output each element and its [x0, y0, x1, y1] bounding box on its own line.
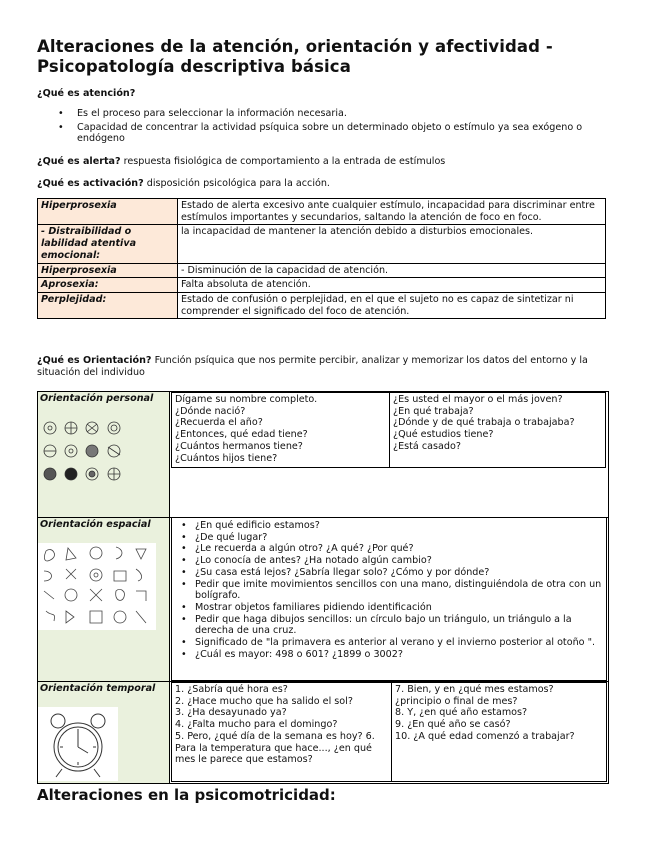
- temporal-questions-box: [171, 682, 607, 782]
- personal-questions-box: [171, 392, 606, 468]
- question-text: 3. ¿Ha desayunado ya?: [175, 707, 287, 719]
- alerta-paragraph: ¿Qué es alerta? respuesta fisiológica de comportamiento a la entrada de estímulos: [37, 156, 446, 167]
- question-text: ¿Está casado?: [393, 440, 461, 452]
- personal-left-cell: [172, 393, 390, 467]
- question-text: ¿Qué estudios tiene?: [393, 429, 494, 441]
- definition-cell: la incapacidad de mantener la atención debido a disturbios emocionales.: [178, 225, 606, 263]
- definition-cell: Falta absoluta de atención.: [178, 278, 606, 293]
- personal-right-cell: [390, 393, 605, 467]
- table-row: [38, 263, 606, 278]
- question-text: 2. ¿Hace mucho que ha salido el sol?: [175, 695, 353, 707]
- alarm-clock-icon: [51, 714, 105, 777]
- table-row: [38, 278, 606, 293]
- atencion-bullets: [58, 108, 598, 147]
- definition-cell: Estado de confusión o perplejidad, en el que el sujeto no es capaz de sintetizar ni comprender el significado del foco de atención.: [178, 292, 606, 318]
- activacion-paragraph: ¿Qué es activación? disposición psicológica para la acción.: [37, 178, 330, 189]
- list-item: • ¿Cuál es mayor: 498 o 601? ¿1899 o 3002?: [175, 649, 603, 661]
- alteraciones-atencion-table: [37, 198, 606, 319]
- list-item: • ¿Le recuerda a algún otro? ¿A qué? ¿Por qué?: [175, 543, 603, 555]
- question-text: 1. ¿Sabría qué hora es?: [175, 684, 288, 695]
- table-row: [38, 292, 606, 318]
- list-item: • ¿Lo conocía de antes? ¿Ha notado algún cambio?: [175, 555, 603, 567]
- term-cell: Hiperprosexia: [38, 199, 178, 225]
- question-text: 9. ¿En qué año se casó?: [395, 719, 511, 731]
- term-cell: Aprosexia:: [38, 278, 178, 293]
- psicomotricidad-heading: Alteraciones en la psicomotricidad:: [37, 786, 336, 804]
- clock-illustration: [38, 707, 118, 781]
- question-text: ¿En qué trabaja?: [393, 405, 474, 417]
- list-item: • Pedir que imite movimientos sencillos con una mano, distinguiéndola de otra con un bolígrafo.: [175, 579, 603, 602]
- espacial-question-list: [175, 520, 603, 660]
- list-item: • Pedir que haga dibujos sencillos: un círculo bajo un triángulo, un triángulo a la derecha de una cruz.: [175, 614, 603, 637]
- question-text: Dígame su nombre completo.: [175, 394, 318, 405]
- term-cell: Perplejidad:: [38, 292, 178, 318]
- definition-cell: Estado de alerta excesivo ante cualquier estímulo, incapacidad para discriminar entre estímulos importantes y secundarios, saltando la atención de foco en foco.: [178, 199, 606, 225]
- list-item: • Capacidad de concentrar la actividad psíquica sobre un determinado objeto o estímulo ya sea exógeno o endógeno: [58, 122, 598, 145]
- question-text: 4. ¿Falta mucho para el domingo?: [175, 719, 338, 731]
- list-item: • Es el proceso para seleccionar la información necesaria.: [58, 108, 598, 120]
- orientacion-espacial-label: Orientación espacial: [40, 519, 151, 530]
- mandala-icon: [44, 422, 120, 480]
- orientacion-personal-label: Orientación personal: [40, 393, 154, 404]
- question-text: ¿Recuerda el año?: [175, 417, 263, 429]
- temporal-left-cell: [172, 683, 392, 781]
- question-text: ¿Es usted el mayor o el más joven?: [393, 394, 563, 405]
- temporal-right-cell: [392, 683, 606, 781]
- question-text: 7. Bien, y en ¿qué mes estamos? ¿principio o final de mes?: [395, 684, 554, 707]
- list-item: • Significado de "la primavera es anterior al verano y el invierno posterior al otoño ".: [175, 637, 603, 649]
- list-item: • ¿Su casa está lejos? ¿Sabría llegar solo? ¿Cómo y por dónde?: [175, 567, 603, 579]
- sketch-figures-icon: [44, 547, 146, 623]
- atencion-question: ¿Qué es atención?: [37, 88, 136, 99]
- question-text: ¿Dónde y de qué trabaja o trabajaba?: [393, 417, 575, 429]
- table-row: [38, 199, 606, 225]
- question-text: 8. Y, ¿en qué año estamos?: [395, 707, 528, 719]
- question-text: ¿Cuántos hermanos tiene?: [175, 440, 303, 452]
- question-text: ¿Dónde nació?: [175, 405, 246, 417]
- question-text: 10. ¿A qué edad comenzó a trabajar?: [395, 730, 575, 742]
- orientacion-temporal-label: Orientación temporal: [40, 683, 156, 694]
- orientacion-paragraph: ¿Qué es Orientación? Función psíquica que nos permite percibir, analizar y memorizar los datos del entorno y la situación del individuo: [37, 355, 588, 378]
- espacial-illustration: [38, 543, 156, 630]
- question-text: ¿Entonces, qué edad tiene?: [175, 429, 308, 441]
- list-item: • ¿En qué edificio estamos?: [175, 520, 603, 532]
- term-cell: Hiperprosexia: [38, 263, 178, 278]
- page-title: Alteraciones de la atención, orientación y afectividad - Psicopatología descriptiva básica: [37, 37, 553, 76]
- term-cell: - Distraibilidad o labilidad atentiva emocional:: [38, 225, 178, 263]
- table-row: [38, 225, 606, 263]
- espacial-questions-box: [171, 517, 607, 681]
- question-text: ¿Cuántos hijos tiene?: [175, 452, 278, 464]
- personal-illustration: [38, 417, 128, 489]
- definition-cell: - Disminución de la capacidad de atención.: [178, 263, 606, 278]
- question-text: 5. Pero, ¿qué día de la semana es hoy? 6. Para la temperatura que hace..., ¿en qué mes le parece que estamos?: [175, 730, 375, 766]
- list-item: • ¿De qué lugar?: [175, 532, 603, 544]
- list-item: • Mostrar objetos familiares pidiendo identificación: [175, 602, 603, 614]
